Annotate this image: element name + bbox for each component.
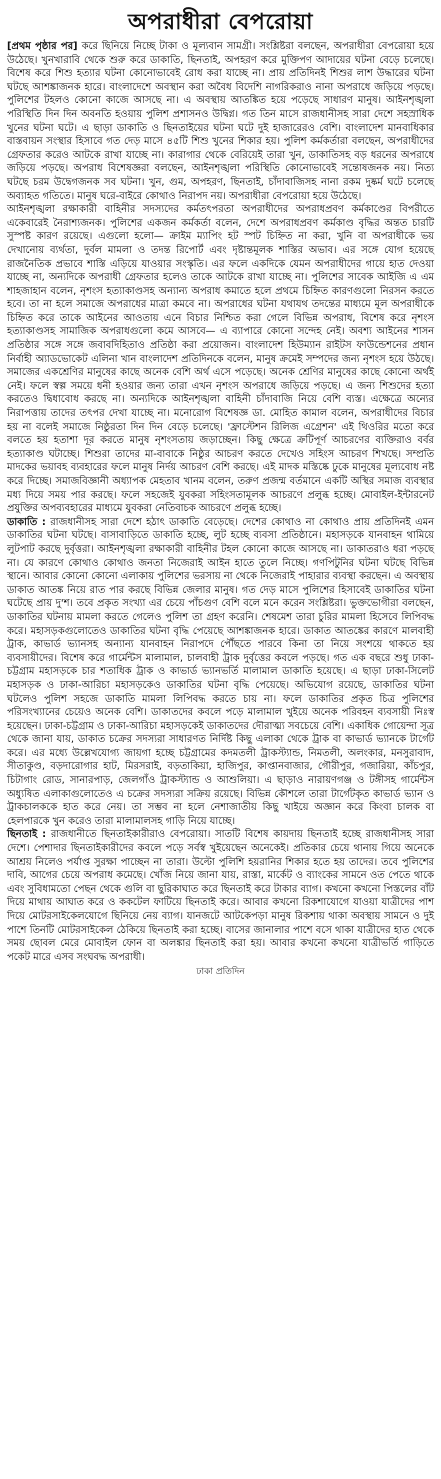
- section-dakati-text: রাজধানীসহ সারা দেশে হঠাৎ ডাকাতি বেড়েছে। দেশের কোথাও না কোথাও প্রায় প্রতিদিনই এমন ডাকাতির ঘটনা ঘটছে। বাসাবাড়িতে ডাকাতি হচ্ছে, লুট হচ্ছে ব্যবসা প্রতিষ্ঠানে। মহাসড়কে যানবাহন থামিয়ে লুটপাট করছে দুর্বৃত্তরা। আইনশৃঙ্খলা রক্ষাকারী বাহিনীর টহল কোনো কাজে আসছে না। ডাকাতরাও ধরা পড়ছে না। যে কারণে কোথাও কোথাও জনতা নিজেরাই আইন হাতে তুলে নিচ্ছে। গণপিটুনির ঘটনা ঘটছে বিভিন্ন স্থানে। আবার কোনো কোনো এলাকায় পুলিশের ভরসায় না থেকে নিজেরাই পাহারার ব্যবস্থা করছেন। এ অবস্থায় ডাকাত আতঙ্ক নিয়ে রাত পার করছে বিভিন্ন জেলার মানুষ। গত দেড় মাসে পুলিশের হিসাবেই ডাকাতির ঘটনা ঘটেছে প্রায় দু'শ। তবে প্রকৃত সংখ্যা এর চেয়ে পাঁচগুণ বেশি বলে মনে করেন সংশ্লিষ্টরা। ভুক্তভোগীরা বলছেন, ডাকাতির ঘটনায় মামলা করতে গেলেও পুলিশ তা গ্রহণ করেনি। শেষমেশ তারা চুরির মামলা হিসেবে লিপিবদ্ধ করে। মহাসড়কগুলোতেও ডাকাতির ঘটনা বৃদ্ধি পেয়েছে আশঙ্কাজনক হারে। ডাকাত আতঙ্কের কারণে মালবাহী ট্রাক, কাভার্ড ভ্যানসহ অন্যান্য যানবাহন নিরাপদে পৌঁছতে পারবে কিনা তা নিয়ে সংশয়ে থাকতে হয় ব্যবসায়ীদের। বিশেষ করে গার্মেন্টস মালামাল, চালবাহী ট্রাক দুর্বৃত্তের কবলে পড়ছে। গত এক বছরে শুধু ঢাকা-চট্টগ্রাম মহাসড়কে চার শতাধিক ট্রাক ও কাভার্ড ভ্যানভর্তি মালামাল ডাকাতি হয়েছে। এ ছাড়া ঢাকা-সিলেট মহাসড়ক ও ঢাকা-আরিচা মহাসড়কেও ডাকাতির ঘটনা বৃদ্ধি পেয়েছে। অভিযোগ রয়েছে, ডাকাতির ঘটনা ঘটলেও পুলিশ সহজে ডাকাতি মামলা লিপিবদ্ধ করতে চায় না। ফলে ডাকাতির প্রকৃত চিত্র পুলিশের পরিসংখ্যানের চেয়েও অনেক বেশি। ডাকাতদের কবলে পড়ে মালামাল খুইয়ে অনেক পরিবহন ব্যবসায়ী নিঃস্ব হয়েছেন। ঢাকা-চট্টগ্রাম ও ঢাকা-আরিচা মহাসড়কেই ডাকাতদের দৌরাত্ম্য সবচেয়ে বেশি। একাধিক গোয়েন্দা সূত্র থেকে জানা যায়, ডাকাত চক্রের সদস্যরা সাধারণত নির্দিষ্ট কিছু এলাকা থেকে ট্রাক বা কাভার্ড ভ্যানকে টার্গেট করে। এর মধ্যে উল্লেখযোগ্য জায়গা হচ্ছে চট্টগ্রামের কদমতলী ট্রাকস্ট্যান্ড, নিমতলী, অলংকার, মনসুরাবাদ, সীতাকুণ্ড, বড়দারোগার হাট, মিরসরাই, বড়তাকিয়া, হাজিপুর, কাপ্তানবাজার, গৌরীপুর, গজারিয়া, কাঁচপুর, চিটাগাং রোড, সানারপাড়, জেলগাঁও ট্রাকস্ট্যান্ড ও আশুলিয়া। এ ছাড়াও নারায়ণগঞ্জ ও টঙ্গীসহ গার্মেন্টস অধ্যুষিত এলাকাগুলোতেও এ চক্রের সদস্যরা সক্রিয় রয়েছে। বিভিন্ন কৌশলে তারা টার্গেটকৃত কাভার্ড ভ্যান ও ট্রাকচালককে হাত করে নেয়। তা সম্ভব না হলে নেশাজাতীয় কিছু খাইয়ে অজ্ঞান করে কিংবা চালক বা হেলপারকে খুন করেও তারা মালামালসহ গাড়ি নিয়ে যাচ্ছে।: [7, 516, 434, 827]
- body-paragraph: আইনশৃঙ্খলা রক্ষাকারী বাহিনীর সদস্যদের কর্মতৎপরতা অপরাধীদের অপরাধপ্রবণ কর্মকাণ্ডের বিপরীতে একেবারেই নৈরাশ্যজনক। পুলিশের একজন কর্মকর্তা বলেন, দেশে অপরাধপ্রবণ কর্মকাণ্ড বৃদ্ধির অন্তত চারটি সুস্পষ্ট কারণ রয়েছে। এগুলো হলো— ক্রাইম ম্যাপিং হট স্পট চিহ্নিত না করা, খুনি বা অপরাধীকে ভয় দেখানোয় ব্যর্থতা, দুর্বল মামলা ও তদন্ত রিপোর্ট এবং দৃষ্টান্তমূলক শাস্তির অভাব। এর সঙ্গে যোগ হয়েছে রাজনৈতিক প্রভাবে শাস্তি এড়িয়ে যাওয়ার সংস্কৃতি। এর ফলে একদিকে যেমন অপরাধীদের গায়ে হাত দেওয়া যাচ্ছে না, অন্যদিকে অপরাধী গ্রেফতার হলেও তাকে আটকে রাখা যাচ্ছে না। পুলিশের সাবেক আইজি এ এম শাহজাহান বলেন, নৃশংস হত্যাকাণ্ডসহ অন্যান্য অপরাধ কমাতে হলে প্রথমে চিহ্নিত কারণগুলো নিরসন করতে হবে। তা না হলে সমাজে অপরাধের মাত্রা কমবে না। অপরাধের ঘটনা যথাযথ তদন্তের মাধ্যমে মূল অপরাধীকে চিহ্নিত করে তাকে আইনের আওতায় এনে বিচার নিশ্চিত করা গেলে বিভিন্ন অপরাধ, বিশেষ করে নৃশংস হত্যাকাণ্ডসহ সামাজিক অপরাধগুলো কমে আসবে— এ ব্যাপারে কোনো সন্দেহ নেই। অবশ্য আইনের শাসন প্রতিষ্ঠার সঙ্গে সঙ্গে জবাবদিহিতাও প্রতিষ্ঠা করা প্রয়োজন। বাংলাদেশ হিউম্যান রাইটস ফাউন্ডেশনের প্রধান নির্বাহী অ্যাডভোকেট এলিনা খান বাংলাদেশ প্রতিদিনকে বলেন, মানুষ ক্রমেই সম্পদের জন্য নৃশংস হয়ে উঠছে। সমাজের একশ্রেণির মানুষের কাছে অনেক বেশি অর্থ এসে পড়েছে। অনেক শ্রেণির মানুষের কাছে কোনো অর্থই নেই। ফলে স্বল্প সময়ে ধনী হওয়ার জন্য তারা এখন নৃশংস অপরাধে জড়িয়ে পড়ছে। এ জন্য শিশুদের হত্যা করতেও দ্বিধাবোধ করছে না। অন্যদিকে আইনশৃঙ্খলা বাহিনী চাঁদাবাজি নিয়ে বেশি ব্যস্ত। এক্ষেত্রে অন্যের নিরাপত্তায় তাদের তৎপর দেখা যাচ্ছে না। মনোরোগ বিশেষজ্ঞ ডা. মোহিত কামাল বলেন, অপরাধীদের বিচার হয় না বলেই সমাজে নিষ্ঠুরতা দিন দিন বেড়ে চলেছে। 'ফ্রাস্টেশন রিলিজ এগ্রেশন' এই থিওরির মতো করে বলতে হয় হতাশা দূর করতে মানুষ নৃশংসতায় জড়াচ্ছেন। কিছু ক্ষেত্রে ক্রটিপূর্ণ আচরণের ব্যক্তিরাও বর্বর হত্যাকাণ্ড ঘটাচ্ছে। শিশুরা তাদের মা-বাবাকে নিষ্ঠুর আচরণ করতে দেখেও সহিংস আচরণ শিখছে। সম্প্রতি মাদকের ভয়াবহ ব্যবহারের ফলে মানুষ নির্দয় আচরণ বেশি করছে। এই মাদক মস্তিষ্কে ঢুকে মানুষের মূল্যবোধ নষ্ট করে দিচ্ছে। সমাজবিজ্ঞানী অধ্যাপক মেহতাব খানম বলেন, তরুণ প্রজন্ম বর্তমানে একটি অস্থির সমাজ ব্যবস্থার মধ্য দিয়ে সময় পার করছে। ফলে সহজেই যুবকরা সহিংসতামূলক আচরণে প্রলুব্ধ হচ্ছে। মোবাইল-ইন্টারনেট প্রযুক্তির অপব্যবহারের মাধ্যমে যুবকরা নেতিবাচক আচরণে প্রলুব্ধ হচ্ছে।: [7, 204, 434, 515]
- intro-paragraph: [7, 40, 434, 203]
- page-footer: ঢাকা প্রতিদিন: [196, 967, 245, 978]
- section-heading-dakati: ডাকাতি :: [7, 516, 46, 528]
- headline: অপরাধীরা বেপরোয়া: [128, 9, 313, 35]
- section-dakati: [7, 516, 434, 829]
- continuation-ref: [প্রথম পৃষ্ঠার পর]: [7, 41, 78, 52]
- section-chhintai-text: রাজধানীতে ছিনতাইকারীরাও বেপরোয়া। সাতটি বিশেষ কায়দায় ছিনতাই হচ্ছে রাজধানীসহ সারা দেশে। পেশাদার ছিনতাইকারীদের কবলে পড়ে সর্বস্ব খুইয়েছেন অনেকেই। প্রতিকার চেয়ে থানায় গিয়ে অনেকে আশ্রয় নিলেও পর্যাপ্ত সুরক্ষা পাচ্ছেন না তারা। উল্টো পুলিশি হয়রানির শিকার হতে হয় তাদের। তবে পুলিশের দাবি, আগের চেয়ে অপরাধ কমেছে। খোঁজ নিয়ে জানা যায়, রাস্তা, মার্কেট ও ব্যাংকের সামনে ওত পেতে থাকে এবং সুবিধামতো পেছন থেকে গুলি বা ছুরিকাঘাত করে ছিনতাই করে টাকার ব্যাগ। কখনো কখনো পিস্তলের বাঁট দিয়ে মাথায় আঘাত করে ও ককটেল ফাটিয়ে ছিনতাই করে। আবার কখনো রিকশাযোগে যাওয়া যাত্রীদের পাশ দিয়ে মোটরসাইকেলযোগে ছিনিয়ে নেয় ব্যাগ। যানজটে আটকেপড়া মানুষ রিকশায় থাকা অবস্থায় সামনে ও দুই পাশে তিনটি মোটরসাইকেল ঠেকিয়ে ছিনতাই করা হচ্ছে। বাসের জানালার পাশে বসে থাকা যাত্রীদের হাত থেকে সময় ছোবল মেরে মোবাইল ফোন বা অলঙ্কার ছিনতাই করা হয়। আবার কখনো কখনো যাত্রীভর্তি গাড়িতে পকেট মারে এসব সংঘবদ্ধ অপরাধী।: [7, 829, 434, 963]
- intro-text: করে ছিনিয়ে নিচ্ছে টাকা ও মূল্যবান সামগ্রী। সংশ্লিষ্টরা বলছেন, অপরাধীরা বেপরোয়া হয়ে উঠেছে। খুনখারাবি থেকে শুরু করে ডাকাতি, ছিনতাই, অপহরণ করে মুক্তিপণ আদায়ের ঘটনা বেড়ে চলেছে। বিশেষ করে শিশু হত্যার ঘটনা কোনোভাবেই রোধ করা যাচ্ছে না। প্রায় প্রতিদিনই শিশুর লাশ উদ্ধারের ঘটনা ঘটছে আশঙ্কাজনক হারে। বাংলাদেশে অবস্থান করা অবৈধ বিদেশি নাগরিকরাও নানা অপরাধে জড়িয়ে পড়ছে। পুলিশের টহলও কোনো কাজে আসছে না। এ অবস্থায় আতঙ্কিত হয়ে পড়েছে সাধারণ মানুষ। আইনশৃঙ্খলা পরিস্থিতি দিন দিন অবনতি হওয়ায় পুলিশ প্রশাসনও উদ্বিগ্ন। গত তিন মাসে রাজধানীসহ সারা দেশে সহস্রাধিক খুনের ঘটনা ঘটে। এ ছাড়া ডাকাতি ও ছিনতাইয়ের ঘটনা ঘটে দুই হাজারেরও বেশি। বাংলাদেশ মানবাধিকার বাস্তবায়ন সংস্থার হিসাবে গত দেড় মাসে ৪৫টি শিশু খুনের শিকার হয়। পুলিশ কর্মকর্তারা বলছেন, অপরাধীদের গ্রেফতার করেও আটকে রাখা যাচ্ছে না। কারাগার থেকে বেরিয়েই তারা খুন, ডাকাতিসহ বড় ধরনের অপরাধে জড়িয়ে পড়ছে। অপরাধ বিশেষজ্ঞরা বলছেন, আইনশৃঙ্খলা পরিস্থিতি কোনোভাবেই সন্তোষজনক নয়। নিত্য ঘটছে চরম উদ্বেগজনক সব ঘটনা। খুন, গুম, অপহরণ, ছিনতাই, চাঁদাবাজিসহ নানা রকম দুষ্কর্ম ঘটে চলেছে অব্যাহত গতিতে। মানুষ ঘরে-বাইরে কোথাও নিরাপদ নয়। অপরাধীরা বেপরোয়া হয়ে উঠেছে।: [7, 41, 434, 202]
- section-chhintai: [7, 828, 434, 964]
- article-body: [7, 40, 434, 964]
- section-heading-chhintai: ছিনতাই :: [7, 829, 47, 841]
